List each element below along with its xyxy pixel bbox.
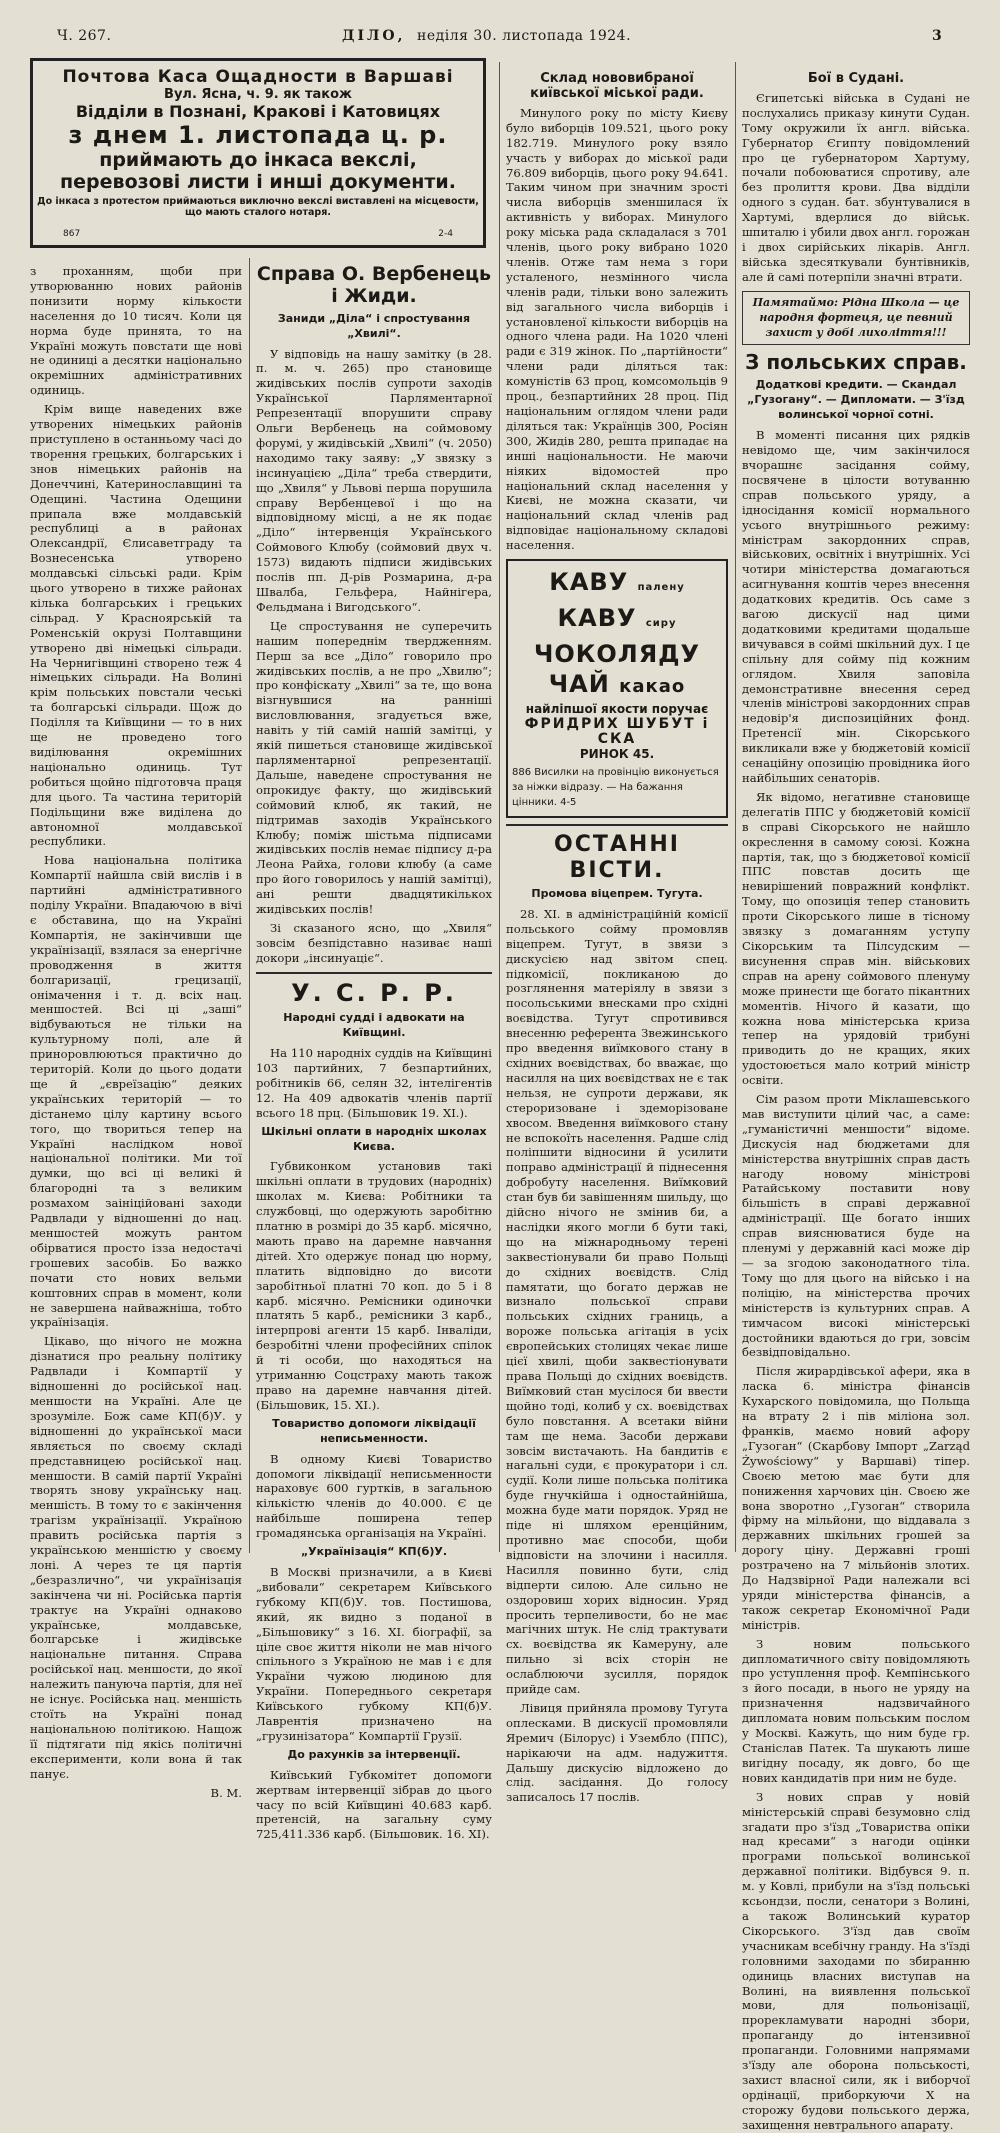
ad-post-line6: До інкаса з протестом приймаються виключно векслі виставлені на місцевости, що мають сталого нотаря.: [37, 196, 479, 218]
ad-coffee-code2: 4-5: [560, 796, 577, 808]
article-title-sudan: Бої в Судані.: [807, 71, 905, 86]
column-4: [742, 70, 970, 2132]
paragraph: з проханням, щоби при утворюванню нових районів понизити норму кількости населення до 10 тисяч. Коли ця норма буде принята, то на Україні можуть повстати ще нові не одиниці а десятки національно окремішних адміністративних одиниць.: [30, 264, 242, 398]
school-notice: Памятаймо: Рідна Школа — це народня фортеця, це певний захист у добі лихоліття!!!: [742, 291, 970, 346]
ad-post-code-left: 867: [63, 229, 81, 239]
ad-coffee-word: КАВУ: [549, 568, 629, 597]
ad-coffee-word: какао: [619, 676, 686, 698]
ad-post-line5: приймають до інкаса векслі, перевозові листи і инші документи.: [60, 149, 456, 193]
ad-coffee-address: РИНОК 45.: [579, 746, 655, 761]
column-1-article: [30, 264, 242, 1800]
paragraph: Губвиконком установив такі шкільні оплати в трудових (народніх) школах м. Києва: Робітники та службовці, що одержують заробітню платню в розмірі до 35 карб. місячно, мають право на даремне навчання дітей. Хто одержує понад цю норму, платить відповідно до висоти заробітньої платні 70 коп. до 5 і 8 карб. місячно. Ремісники одиночки платять 5 карб., ремісники 3 карб., інтерпрові агенти 15 карб. Інваліди, безробітні члени професійних спілок й ті особи, що находяться на утриманню Соцстраху мають також право на даремне навчання дітей. (Більшовик, 15. XI.).: [256, 1159, 492, 1412]
column-rule: [249, 258, 250, 1553]
ad-post-line4: з днем 1. листопада ц. р.: [68, 121, 448, 149]
paragraph: Крім вище наведених вже утворених німецьких районів приступлено в останньому часі до творення грецьких, болгарських і знов німецьких районів на Донеччині, Катеринославщині та Одещині. Частина Одещини припала вже молдавській республиці а в районах Олександрії, Єлисаветграду та Вознесенська утворено молдавські сільські ради. Крім цього утворено в тихже районах кілька болгарських і грецьких сільрад. У Красноярській та Роменській окрузі Полтавщини утворено дві німецькі сільради. На Чернигівщині створено теж 4 німецьких сільради. На Волині крім польських повстали чеські та болгарські сільради. Щож до Поділля та Київщини — то в них ще не проведено того виділювання окремішних національно одиниць. Тут робиться щойно підготовча праця для цього. Та частина територій Подільщини вже виділена до автономної молдавської республики.: [30, 402, 242, 849]
page-header: [52, 28, 952, 50]
paragraph: З нових справ у новій міністерській справі безумовно слід згадати про з'їзд „Товариства опіки над кресами“ з нагоди оцінки програми польської волинської державної політики. Відбувся 9. п. м. у Ковлі, прибули на з'їзд польські ксьондзи, посли, сенатори з Волині, а також Волинський куратор Сікорського. З'їзд дав своїм учасникам всебічну гранду. На з'їзді головними заходами по збиранню одиниць власних виступав на Волині, на виявлення польської мови, для польонізації, прорекламувати народні збори, пропаганду до інтензивної пропаганди. Головними напрямами з'їзду але оборона польськості, захист власної сили, як і виборчої ордінації, приборкуючи X на сторожу будови польського держа, захищення невтрального апарату.: [742, 1789, 970, 2132]
article-title-kyiv-council: Склад нововибраної київської міської ради.: [530, 71, 704, 101]
issue-number: Ч. 267.: [57, 28, 112, 44]
ad-coffee-word: сиру: [645, 618, 677, 630]
paragraph: Це спростування не суперечить нашим попереднім твердженням. Перш за все „Діло“ говорило про жидівських послів, а не про „Хвилю“; про конфіскату „Хвилі“ за те, що вона візгнувшися на ранніші висловлювання, згадується вже, навіть у тій самій нашій замітці, у якій пишеться становище жидівської парляментарної репрезентації. Дальше, наведене спростування не опрокидує факту, що жидівський соймовий клюб, як такий, не підтримав заходів Українського Клюбу; поміж шістьма підписами жидівських послів немає підпису д-ра Леона Райха, голови клюбу (а саме про його говорилось у нашій замітці), ані решти двадцятикількох жидівських послів!: [256, 618, 492, 917]
ad-coffee-word: ЧАЙ: [548, 670, 610, 699]
ad-post-line1: Почтова Каса Ощадности в Варшаві: [62, 67, 454, 87]
ad-coffee-code: 886: [512, 766, 532, 778]
subhead: „Українізація“ КП(б)У.: [300, 1545, 448, 1559]
paper-name: ДІЛО,: [342, 28, 406, 44]
paragraph: Як відомо, негативне становище делегатів ППС у бюджетовій комісії в справі Сікорського не найшло окреслення в самому союзі. Кожна партія, так, що з бюджетової комісії ППС повстав досить ще невирішений повражний конфлікт. Тому, що опозиція тепер становить проти Сікорського лише в тісному звязку з домаганням уступу Сікорським та Пілсудским — висунення справ мін. військових справ на арену соймового пленуму може принести ще богато пікантних моментів. Нічого й казати, що кожна нова міністерська криза тепер на урядовій трибуні приводить до не кращих, яких удостоюється мало котрий міністр освіти.: [742, 789, 970, 1088]
paragraph: У відповідь на нашу замітку (в 28. п. м. ч. 265) про становище жидівських послів супроти заходів Української Парляментарної Репрезентації впорушити справу Ольги Вербенець на соймовому форумі, у жидівській „Хвилі“ (ч. 2050) находимо таку заяву: „У звязку з інсинуацією „Діла“ треба ствердити, що „Хвиля“ у Львові перша порушила справу Вербенцевої і що на відповідному місці, а не як подає „Діло“ інтервенція Українського Соймового Клюбу (соймовий двух ч. 1573) видають підписи жидівських послів пп. Д-рів Розмарина, д-ра Швалба, Гельфера, Найнігера, Фельдмана і Вигодського“.: [256, 346, 492, 614]
ad-coffee-word: КАВУ: [557, 604, 637, 633]
column-3: [506, 70, 728, 1805]
subhead: До рахунків за інтервенції.: [287, 1747, 461, 1761]
subhead: Промова віцепрем. Тугута.: [531, 887, 703, 900]
section-rule: [506, 824, 728, 826]
paragraph: 28. XI. в адміністраційній комісії польського сойму промовляв віцепрем. Тугут, в звязи з дискусією над звітом спец. підкомісії, покликаною до розглянення матеріялу в звязи з посольськими внесками про східні воєвідства. Тугут спротивився внесенню референта Звежинського про введення виїмкового стану в східних воєвідствах, бо вважає, що насилля на цих воєвідствах не є так нельзя, не супроти держави, як стероризоване і здеморізоване хвосом. Введення виїмкового стану не вспокоїть населення. Радше слід поліпшити відносини й усилити поправо адміністрації й піднесення добробуту населення. Виїмковий стан був би завішенням шильду, що дійсно нічого не змінив би, а наслідки якого могли б бути такі, що на міжнародньому терені заквестіонували би право Польщі до східних воєвідств. Слід памятати, що богато держав не визнало польської справи польських східних границь, а вороже польська агітація в усіх європейських столицях чекає лише цієї хвилі, щоби заквестіонувати права Польщі до східних воєвідств. Виїмковий стан мусілося би ввести щойно тоді, колиб у сх. воєвідствах було повстання. А всетаки війни там ще нема. Засоби держави зовсім вистачають. На бандитів є нагальні суди, є прокуратори і сл. судії. Коли лише польська політика буде гнучкійша і одностайнійша, можна буде мати порядок. Уряд не піде ні шляхом еренційним, противно має способи, щоби відповісти на злочини і насилля. Насилля повинно бути, слід відперти силою. Але сильно не оздоровиш хорих відносин. Уряд просить терпеливости, бо не має магічних штук. Не слід трактувати сх. воєвідства як Камеруну, але пильно зі всіх сторін не ослаблюючи зусилля, порядок прийде сам.: [506, 906, 728, 1697]
coffee-ad: [506, 559, 728, 818]
ad-post-code-right: 2-4: [438, 229, 453, 239]
article-title-verbenets: Справа О. Вербенець і Жиди.: [256, 263, 492, 307]
subhead: Народні судді і адвокати на Київщині.: [283, 1011, 465, 1040]
section-title-polish-affairs: З польських справ.: [745, 350, 967, 375]
ad-coffee-firm: ФРИДРИХ ШУБУТ і СКА: [524, 715, 710, 747]
paragraph: В одному Києві Товариство допомоги ліквідації неписьменности нараховує 600 гуртків, в загальною кількістю членів до 40.000. Є це найбільше поширена тепер громадянська організація на Україні.: [256, 1451, 492, 1541]
paragraph: Цікаво, що нічого не можна дізнатися про реальну політику Радвлади і Компартії у відношенні до російської нац. меншости на Україні. Але це зрозуміле. Бож саме КП(б)У. у відношенні до української маси являється по своєму складі представницею російської нац. меншости. В самій партії Україні творять знову українську нац. меншість. В тому то є закінчення трагізм українізації. Україною править російська партія з українською меншістю у своєму лоні. А через те ця партія „безразлично“, чи українізація закінчена чи ні. Російська партія трактує на Україні однаково українське, молдавське, болгарське і жидівське національне питання. Справа російської нац. меншости, до якої належить пануюча партія, для неї не існує. Російська нац. меншість стоїть на Україні понад національною політикою. Нащож її підтягати під якісь політичні експерименти, коли вона й так панує.: [30, 1334, 242, 1781]
column-2: [256, 262, 492, 1842]
paragraph: Київський Губкомітет допомоги жертвам інтервенції зібрав до цього часу по всій Київщині 40.683 карб. претенсій, на загальну суму 725,411.336 карб. (Більшовик. 16. XI).: [256, 1767, 492, 1842]
paragraph: Лівиця прийняла промову Тугута оплесками. В дискусії промовляли Яремич (Білорус) і Узембло (ППС), нарікаючи на адм. надужиття. Дальшу дискусію відложено до слід. засідання. До голосу записалось 17 послів.: [506, 1700, 728, 1805]
paragraph: Минулого року по місту Києву було виборців 109.521, цього року 182.719. Минулого року взяло участь у виборах до міської ради 76.809 виборців, цього року 94.641. Таким чином при значним зрості числа виборців зменшилася їх активність у виборах. Минулого року міська рада складалася з 701 членів, цього року вибрано 1020 членів. Отже там нема з гори усталеного, незмінного числа членів ради, тільки воно залежить від загального числа виборців і установленої кількости виборців на одного члена ради. На 1020 члені ради є 319 жінок. По „партійности“ члени ради діляться так: комуністів 63 проц, комсомольців 9 проц., безпартийних 28 проц. Під національним оглядом члени ради діляться так: Українців 300, Росіян 300, Жидів 280, решта припадає на инші національности. Не маючи ніяких відомостей про національний склад населення у Києві, не можна сказати, чи національний склад членів рад відповідає національному складові населення.: [506, 105, 728, 553]
paragraph: Після жирардівської афери, яка в ласка 6. міністра фінансів Кухарского повідомила, що Польща на втрату 2 і пів міліона зол. франків, маємо новий афору „Гузоган“ (Скарбову Імпорт „Zarząd Żywościowy“ у Варшаві) тіпер. Своєю метою має бути для пониження харчових цін. Своєю же вона зворотно ,,Гузоган“ створила фірму на мільйони, що віддавала з державних шкільних грошей за дорогу ціну. Державні гроші розтрачено на 7 мільйонів злотих. До Надзвірної Ради належали всі уряди міністерства фінансів, а також секретар Економічної Ради міністрів.: [742, 1364, 970, 1632]
paragraph: Єгипетські війська в Судані не послухались приказу кинути Судан. Тому окружили їх англ. війська. Губернатор Єгипту повідомлений про це губернатором Хартуму, почали побоюватися спротиву, але без пролиття крови. Два відділи одного з судан. бат. збунтувалися в Хартумі, вдерлися до військ. шпиталю і убили двох англ. горожан і двох сирійських лікарів. Англ. війська здесяткували бунтівників, але й самі потерпіли значні втрати.: [742, 90, 970, 284]
paragraph: Нова національна політика Компартії найшла свій вислів і в партийні адміністративного поділу України. Впадаючою в вічі є обставина, що на Україні Компартія, не закінчивши ще українізації, взялася за енергічне проводження в життя болгаризації, грецизації, онімачення і т. д. всіх нац. меншостей. Всі ці „заші“ відбуваються не тільки на культурному полі, але й приноровлюються практично до територій. Коли до цього додати ще й „євреїзацію“ деяких українських територій — то дістанемо цілу картину всього того, що твориться тепер на Україні наслідком нової національної політики. Ми тої думки, що всі ці великі й благородні та з великим розмахом заініційовані заходи Радвлади у відношенні до нац. меншостей можуть рантом обірватися просто ізза недостачі грошевих засобів. Бо важко почати сто нових вельми коштовних справ в момент, коли не завершена найважніша, тобто українізація.: [30, 853, 242, 1330]
subhead: Додаткові кредити. — Скандал „Гузогану“. — Дипломати. — З'їзд волинської чорної сотні.: [747, 378, 965, 422]
paragraph: На 110 народніх суддів на Київщині 103 партийних, 7 безпартийних, робітників 66, селян 32, інтелігентів 12. На 409 адвокатів членів партії всього 18 прц. (Більшовик 19. XI.).: [256, 1046, 492, 1120]
section-rule: [256, 972, 492, 974]
ad-post-line2: Вул. Ясна, ч. 9. як також: [164, 87, 352, 102]
ad-coffee-note: Висилки на провінцію виконується за ніжки відразу. — На бажання цінники.: [512, 766, 719, 808]
ad-coffee-line: найліпшої якости поручає: [525, 702, 709, 717]
section-title-latest-news: ОСТАННІ ВІСТИ.: [554, 832, 680, 883]
ad-coffee-word: ЧОКОЛЯДУ: [533, 640, 701, 669]
issue-date: неділя 30. листопада 1924.: [417, 28, 632, 44]
article-subtitle: Заниди „Діла“ і спростування „Хвилі“.: [277, 311, 471, 340]
paragraph: В моменті писання цих рядків невідомо ще, чим закінчилося вчорашнє засідання сойму, посвячене в цілости вотуванню справ польського уряду, а ідносідання комісії нормального усього внутрішнього режиму: міністрам закордонних справ, військових, освітніх і внутрішніх. Усі чотири міністерства домагаються асигнування коштів через внесення додаткових кредитів. Ось саме з вагою дискусії над цими додатковими кредитами щодальше вичувався в соймі шкільний дух. І це спільну для сойму під кожним оглядом. Хвиля заповіла демонстративне внесення серед членів міністрові закордонних справ недовір'я диспозиційних фонд. Претенсії мін. Сікорського викликали вже у бюджетовій комісії сенаційну опозицію провідника його найбільших сенаторів.: [742, 428, 970, 785]
section-title-ussr: У. С. Р. Р.: [291, 978, 457, 1007]
subhead: Шкільні оплати в народніх школах Києва.: [261, 1124, 487, 1153]
paragraph: Зі сказаного ясно, що „Хвиля“ зовсім безпідставно називає наші докори „інсинуаціє“.: [256, 920, 492, 965]
subhead: Товариство допомоги ліквідації неписьменности.: [272, 1416, 476, 1445]
column-rule: [735, 62, 736, 1552]
paragraph: З новим польського дипломатичного світу повідомляють про уступлення проф. Кемпінського з його посади, в нього не уряду на призначення надзвичайного дипломата новим польським послом у Москві. Кажуть, що ним буде гр. Станіслав Патек. Та шукають лише вигідну посаду, як довго, бо ще нових кандидатів при ним не буде.: [742, 1636, 970, 1785]
page-number: 3: [932, 28, 943, 44]
ad-coffee-word: палену: [637, 582, 685, 594]
post-bank-ad: [30, 58, 486, 248]
paragraph: В Москві призначили, а в Києві „вибовали“ секретарем Київського губкому КП(б)У. тов. Постишова, який, як видно з поданої в „Більшовику“ з 16. XI. біографії, за ціле своє життя ніколи не мав нічого спільного з Україною не мав і є для України чужою людиною для України. Попереднього секретаря Київського губкому КП(б)У. Лаврентія призначено на „грузинізатора“ Компартії Грузії.: [256, 1564, 492, 1743]
signature: В. М.: [210, 1785, 242, 1800]
paragraph: Сім разом проти Міклашевського мав виступити цілий час, а саме: „гуманістичні меншости“ відоме. Дискусія над бюджетами для міністерства внутрішніх справ дасть нагоду новому міністрові Ратайському поставити нову більшість в справі державної адміністрації. Ще богато інших справ вияснюватися буде на пленумі у державній касі може дір — за згодою законодатного тіла. Тому що для цього на військо і на поліцію, на міністерства прочих міністерств із культурних справ. А тимчасом високі міністерські достойники вдаються до гри, зовсім безвідповідально.: [742, 1092, 970, 1360]
ad-post-line3: Відділи в Познані, Кракові і Катовицях: [75, 102, 441, 121]
column-rule: [499, 62, 500, 1552]
